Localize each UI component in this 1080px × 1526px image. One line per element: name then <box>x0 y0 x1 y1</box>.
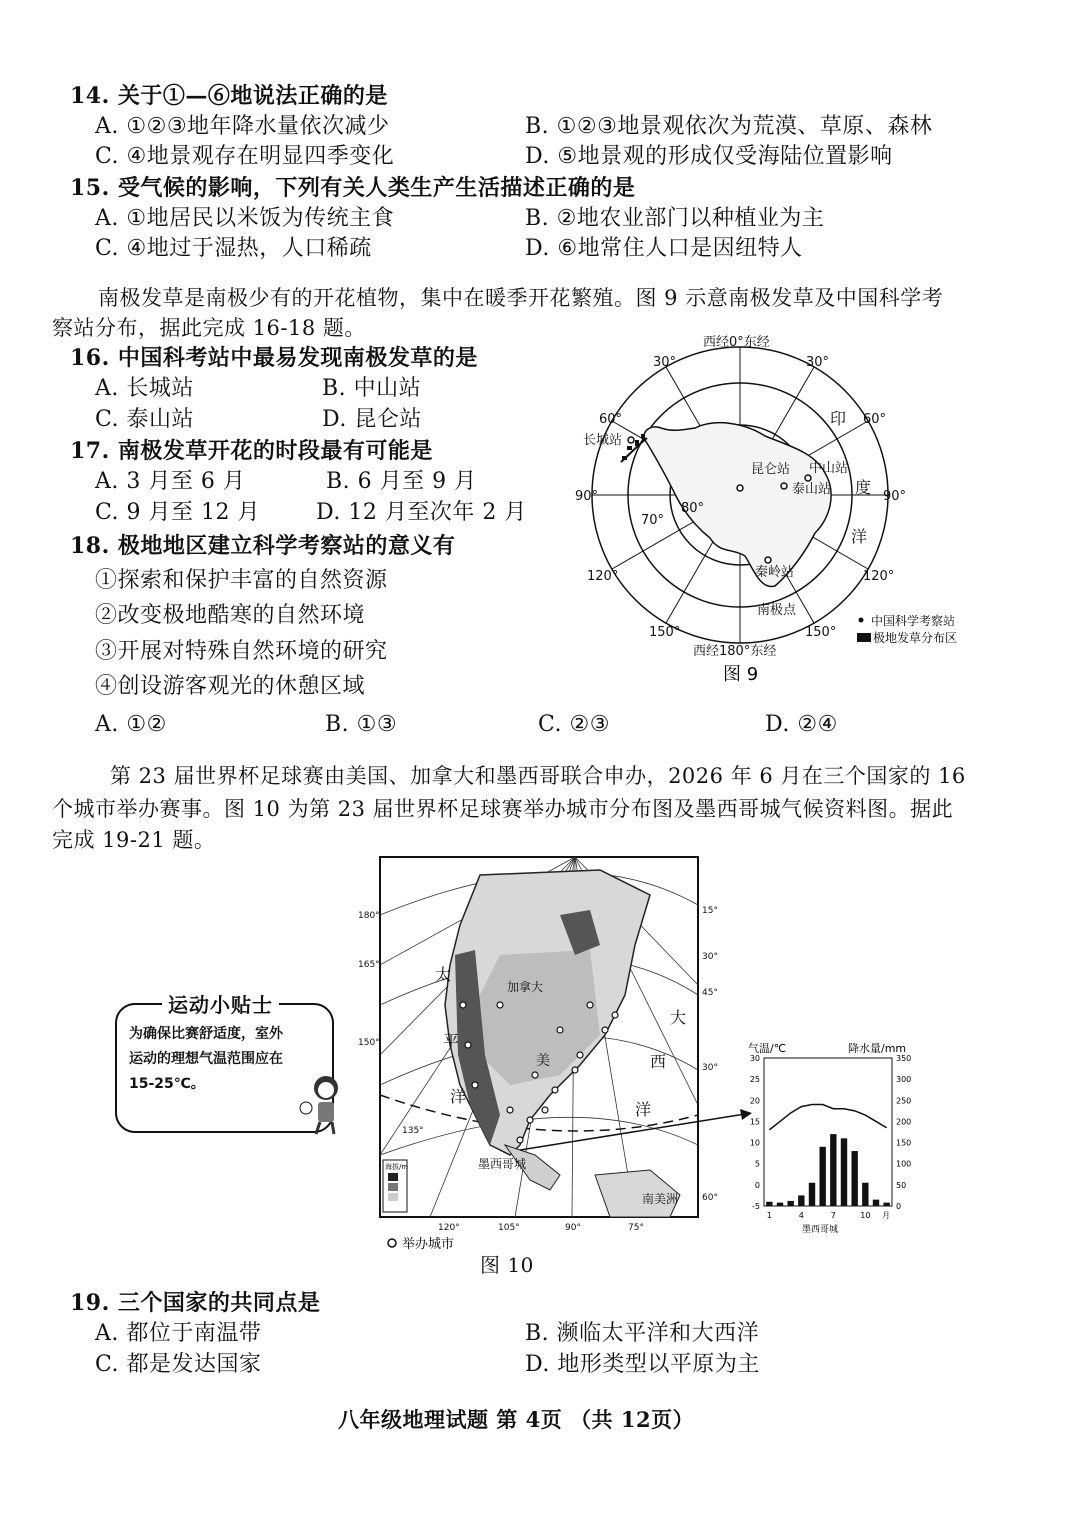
temperature-line <box>769 1105 886 1130</box>
q18-option-d: D. ②④ <box>765 712 838 737</box>
q15-option-b: B. ②地农业部门以种植业为主 <box>525 206 825 231</box>
q16-stem: 16. 中国科考站中最易发现南极发草的是 <box>70 345 478 371</box>
fig10-south-america: 南美洲 <box>642 1192 679 1206</box>
fig9-lon-120e: 120° <box>863 569 895 584</box>
precipitation-bar <box>873 1200 879 1206</box>
fig10-lat-30-b: 30° <box>702 1063 718 1073</box>
fig9-lon-90e: 90° <box>883 489 907 504</box>
fig10-lon-90: 90° <box>565 1223 581 1233</box>
climate-chart-ytick: -5 <box>752 1202 760 1211</box>
fig10-lon-105: 105° <box>498 1223 520 1233</box>
climate-chart-ytick: 25 <box>749 1075 760 1085</box>
sports-tip-line1: 为确保比赛舒适度，室外 <box>129 1026 283 1042</box>
q18-stem: 18. 极地地区建立科学考察站的意义有 <box>70 533 456 559</box>
q18-item-4: ④创设游客观光的休憩区域 <box>95 674 366 699</box>
map-to-chart-arrow <box>520 1100 760 1160</box>
fig10-lon-120: 120° <box>438 1223 460 1233</box>
climate-chart-ytick: 30 <box>749 1054 760 1063</box>
fig9-lat-80: 80° <box>681 501 705 516</box>
climate-chart-xtick: 月 <box>882 1211 890 1220</box>
fig10-usa: 美 <box>536 1053 550 1069</box>
fig9-lon-30e: 30° <box>806 355 830 370</box>
fig9-bottom-label: 西经180°东经 <box>693 644 777 659</box>
climate-chart-y2tick: 250 <box>896 1096 912 1106</box>
fig9-lon-90w: 90° <box>575 489 599 504</box>
q17-option-a: A. 3 月至 6 月 <box>95 469 246 494</box>
antarctica-landmass <box>644 423 831 587</box>
intro-19-21-line3: 完成 19-21 题。 <box>52 828 216 852</box>
legend-station-marker <box>859 618 864 623</box>
climate-chart-y2label: 降水量/mm <box>848 1042 907 1055</box>
fig9-kunlun: 昆仑站 <box>751 462 791 477</box>
fig9-lon-120w: 120° <box>587 569 619 584</box>
fig9-zhongshan: 中山站 <box>809 461 849 476</box>
fig9-lon-150e: 150° <box>805 625 837 640</box>
q15-option-c: C. ④地过于湿热，人口稀疏 <box>95 236 372 261</box>
climate-chart-y2tick: 50 <box>896 1180 907 1190</box>
figure-9-antarctica-map <box>575 328 995 693</box>
q19-option-b: B. 濒临太平洋和大西洋 <box>525 1321 760 1346</box>
q18-option-c: C. ②③ <box>538 712 610 737</box>
fig9-legend-station: 中国科学考察站 <box>871 614 956 628</box>
q15-option-a: A. ①地居民以米饭为传统主食 <box>95 206 395 231</box>
climate-chart-ytick: 5 <box>754 1159 760 1169</box>
fig10-lon-75: 75° <box>628 1223 644 1233</box>
figure-10-north-america-map <box>350 855 730 1255</box>
fig10-ocean-ping: 平 <box>443 1032 460 1051</box>
fig10-lon-135: 135° <box>402 1126 424 1136</box>
fig9-taishan: 泰山站 <box>792 482 832 497</box>
precipitation-bar <box>819 1147 825 1206</box>
intro-16-18-line1: 南极发草是南极少有的开花植物，集中在暖季开花繁殖。图 9 示意南极发草及中国科学考 <box>98 286 944 310</box>
fig10-canada: 加拿大 <box>507 980 544 994</box>
climate-chart-ytick: 15 <box>749 1117 760 1127</box>
q18-item-2: ②改变极地酷寒的自然环境 <box>95 603 366 628</box>
fig9-ocean-yin: 印 <box>830 409 847 428</box>
cartoon-child-icon <box>296 1070 352 1136</box>
mexico-city-climate-chart <box>740 1040 920 1240</box>
climate-chart-ytick: 10 <box>749 1138 760 1148</box>
fig10-ocean-xi: 西 <box>650 1052 667 1071</box>
climate-chart-ytick: 20 <box>749 1096 760 1106</box>
fig9-ocean-yang: 洋 <box>851 527 868 546</box>
fig10-ocean-yang-pacific: 洋 <box>450 1087 467 1106</box>
fig10-lon-165: 165° <box>358 960 380 970</box>
q19-option-c: C. 都是发达国家 <box>95 1352 262 1377</box>
fig9-changcheng: 长城站 <box>583 433 623 448</box>
q19-option-d: D. 地形类型以平原为主 <box>525 1352 760 1377</box>
climate-chart-xtick: 10 <box>860 1211 871 1220</box>
q17-option-c: C. 9 月至 12 月 <box>95 500 261 525</box>
precipitation-bar <box>851 1151 857 1206</box>
climate-chart-xtick: 1 <box>766 1211 772 1220</box>
precipitation-bar <box>798 1195 804 1206</box>
precipitation-bar <box>862 1183 868 1206</box>
fig9-qinling: 秦岭站 <box>755 565 795 580</box>
legend-grass-marker <box>857 633 871 642</box>
q14-option-a: A. ①②③地年降水量依次减少 <box>95 114 390 139</box>
fig10-lat-60-north: 15° <box>702 906 718 916</box>
q14-option-b: B. ①②③地景观依次为荒漠、草原、森林 <box>525 114 933 139</box>
q17-option-d: D. 12 月至次年 2 月 <box>316 500 527 525</box>
climate-chart-xtick: 4 <box>798 1211 804 1220</box>
q14-option-c: C. ④地景观存在明显四季变化 <box>95 144 395 169</box>
fig10-mexico-city: 墨西哥城 <box>478 1157 527 1171</box>
climate-chart-y2tick: 300 <box>896 1075 912 1085</box>
precipitation-bar <box>841 1138 847 1206</box>
fig9-caption: 图 9 <box>723 664 759 685</box>
precipitation-bar <box>766 1202 772 1206</box>
q16-option-b: B. 中山站 <box>322 376 422 401</box>
fig10-ocean-yang-atlantic: 洋 <box>635 1100 652 1119</box>
fig10-lon-150: 150° <box>358 1038 380 1048</box>
fig10-legend-altitude: 海拔/m <box>385 1163 409 1171</box>
intro-19-21-line1: 第 23 届世界杯足球赛由美国、加拿大和墨西哥联合申办，2026 年 6 月在三个国家的 16 <box>110 764 966 788</box>
precipitation-bar <box>809 1183 815 1206</box>
fig10-caption: 图 10 <box>480 1253 534 1277</box>
fig9-legend-grass: 极地发草分布区 <box>873 631 958 645</box>
sports-tip-line3: 15-25℃。 <box>129 1076 205 1092</box>
fig9-ocean-du: 度 <box>855 478 872 497</box>
q14-stem: 14. 关于①—⑥地说法正确的是 <box>70 83 388 109</box>
fig9-nanjidian: 南极点 <box>757 603 797 618</box>
sports-tip-title: 运动小贴士 <box>162 989 279 1018</box>
q16-option-d: D. 昆仑站 <box>322 407 422 432</box>
precipitation-bar <box>883 1203 889 1206</box>
precipitation-bar <box>777 1203 783 1206</box>
climate-chart-y2tick: 150 <box>896 1138 912 1148</box>
climate-chart-ylabel: 气温/℃ <box>748 1042 787 1055</box>
fig10-lat-60-south: 60° <box>702 1193 718 1203</box>
climate-chart-xlabel: 墨西哥城 <box>802 1225 839 1235</box>
climate-chart-ytick: 0 <box>754 1180 760 1190</box>
fig10-lat-30-a: 30° <box>702 952 718 962</box>
q16-option-c: C. 泰山站 <box>95 407 195 432</box>
fig10-lat-45: 45° <box>702 988 718 998</box>
fig9-lon-60w: 60° <box>599 412 623 427</box>
q19-option-a: A. 都位于南温带 <box>95 1321 262 1346</box>
q15-option-d: D. ⑥地常住人口是因纽特人 <box>525 236 803 261</box>
fig9-lon-30w: 30° <box>653 355 677 370</box>
q16-option-a: A. 长城站 <box>95 376 194 401</box>
q15-stem: 15. 受气候的影响，下列有关人类生产生活描述正确的是 <box>70 175 636 201</box>
sports-tip-line2: 运动的理想气温范围应在 <box>129 1051 283 1067</box>
precipitation-bar <box>787 1201 793 1206</box>
fig9-lat-70: 70° <box>641 513 665 528</box>
q18-option-a: A. ①② <box>95 712 167 737</box>
fig10-lon-180: 180° <box>358 911 380 921</box>
climate-chart-y2tick: 200 <box>896 1117 912 1127</box>
q19-stem: 19. 三个国家的共同点是 <box>70 1290 321 1316</box>
page-footer: 八年级地理试题 第 4页 （共 12页） <box>338 1407 695 1432</box>
climate-chart-xtick: 7 <box>830 1211 836 1220</box>
fig10-legend-host-cities: 举办城市 <box>402 1237 455 1252</box>
fig9-lon-150w: 150° <box>649 625 681 640</box>
precipitation-bar <box>830 1134 836 1206</box>
intro-19-21-line2: 个城市举办赛事。图 10 为第 23 届世界杯足球赛举办城市分布图及墨西哥城气候资料图。据此 <box>52 797 954 821</box>
q18-item-1: ①探索和保护丰富的自然资源 <box>95 568 388 593</box>
q18-option-b: B. ①③ <box>325 712 398 737</box>
fig10-ocean-tai: 太 <box>435 965 452 984</box>
q18-item-3: ③开展对特殊自然环境的研究 <box>95 639 388 664</box>
climate-chart-y2tick: 100 <box>896 1159 912 1169</box>
fig9-lon-60e: 60° <box>863 412 887 427</box>
intro-16-18-line2: 察站分布，据此完成 16-18 题。 <box>52 316 366 340</box>
fig10-ocean-da: 大 <box>670 1008 687 1027</box>
fig9-top-label: 西经0°东经 <box>703 335 770 350</box>
q17-stem: 17. 南极发草开花的时段最有可能是 <box>70 438 433 464</box>
climate-chart-y2tick: 0 <box>896 1202 902 1211</box>
q14-option-d: D. ⑤地景观的形成仅受海陆位置影响 <box>525 144 893 169</box>
q17-option-b: B. 6 月至 9 月 <box>326 469 477 494</box>
climate-chart-y2tick: 350 <box>896 1054 912 1063</box>
